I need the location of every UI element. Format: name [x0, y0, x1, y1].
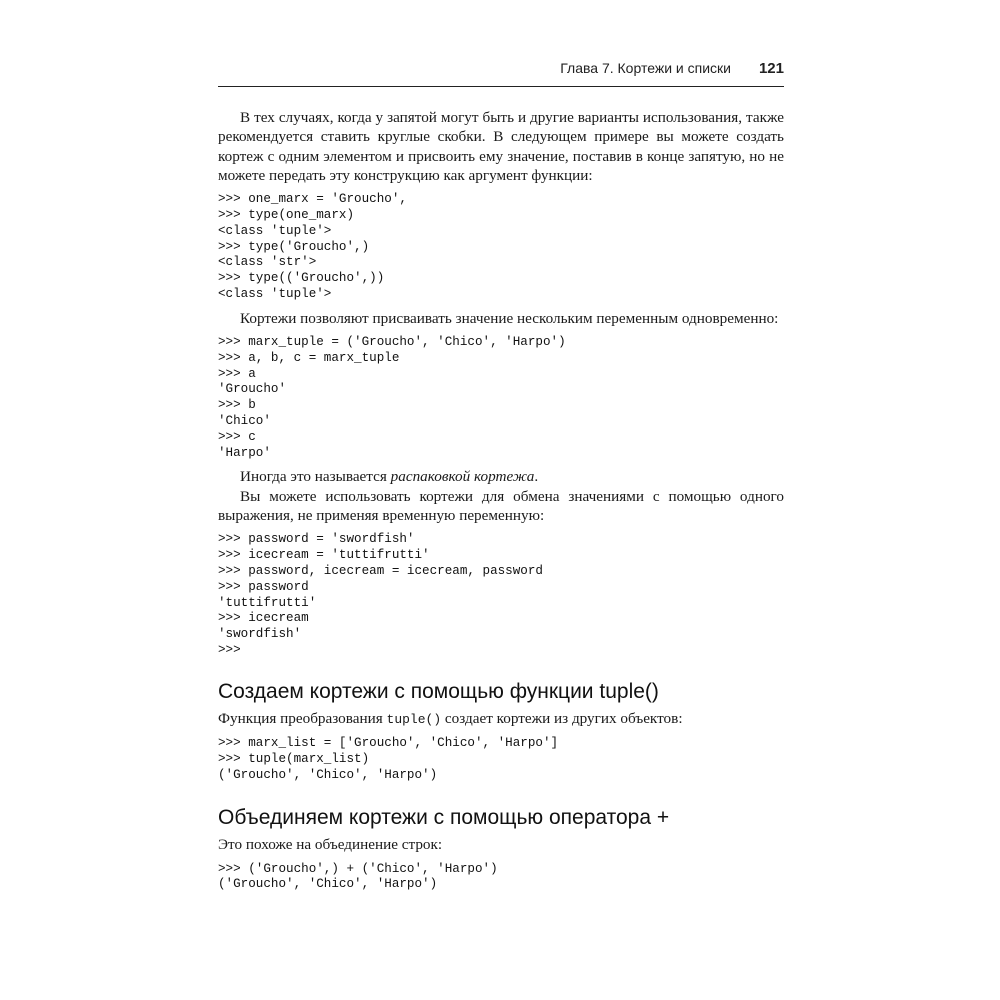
code-line: >>> marx_list = ['Groucho', 'Chico', 'Harpo'] [218, 736, 559, 750]
code-line: >>> password = 'swordfish' [218, 532, 415, 547]
code-line: >>> icecream [218, 611, 309, 626]
unpacking-text-after: . [534, 468, 539, 486]
code-line: 'tuttifrutti' [218, 595, 317, 610]
code-line: >>> type(one_marx) [218, 207, 355, 222]
unpacking-text-before: Иногда это называется [240, 468, 391, 486]
paragraph-concatenate: Это похоже на объединение строк: [218, 836, 443, 854]
tuple-text-before: Функция преобразования [218, 709, 387, 727]
code-line: 'Groucho' [218, 382, 287, 397]
code-line: >>> password, icecream = icecream, password [218, 563, 543, 578]
section-heading-concatenate: Объединяем кортежи с помощью оператора + [218, 806, 670, 830]
code-line: <class 'tuple'> [218, 223, 332, 238]
code-line: 'Harpo' [218, 445, 271, 460]
paragraph-parentheses: В тех случаях, когда у запятой могут быть и другие варианты использования, также рекомендуется ставить круглые скобки. В следующем примере вы можете создать кортеж с одним элементом и присвоить ему значение, поставив в конце запятую, но не можете передать эту конструкцию как аргумент функции: [218, 109, 784, 184]
code-block-tuple-unpacking [218, 335, 784, 461]
code-line: <class 'str'> [218, 255, 317, 270]
code-line: >>> icecream = 'tuttifrutti' [218, 548, 430, 563]
code-line: >>> a [218, 366, 256, 381]
code-line: 'swordfish' [218, 627, 302, 642]
code-line: >>> type('Groucho',) [218, 239, 370, 254]
unpacking-term: распаковкой кортежа [390, 468, 535, 486]
code-line: ('Groucho', 'Chico', 'Harpo') [218, 767, 438, 782]
code-line: 'Chico' [218, 414, 271, 429]
paragraph-unpacking-term [218, 467, 784, 486]
code-line: >>> marx_tuple = ('Groucho', 'Chico', 'Harpo') [218, 335, 566, 350]
chapter-title: Глава 7. Кортежи и списки [560, 60, 731, 76]
code-line: <class 'tuple'> [218, 286, 332, 301]
running-head [218, 60, 784, 87]
code-line: >>> b [218, 398, 256, 413]
code-line: >>> one_marx = 'Groucho', [218, 192, 407, 207]
code-block-concatenate [218, 862, 784, 894]
tuple-text-after: создает кортежи из других объектов: [441, 709, 683, 727]
paragraph-multiple-assignment: Кортежи позволяют присваивать значение нескольким переменным одновременно: [240, 309, 779, 327]
page-number: 121 [758, 60, 784, 77]
code-line: >>> [218, 642, 241, 657]
code-line: >>> ('Groucho',) + ('Chico', 'Harpo') [218, 861, 498, 876]
code-block-single-element-tuple [218, 192, 784, 303]
code-line: >>> c [218, 429, 256, 444]
section-heading-tuple-function: Создаем кортежи с помощью функции tuple() [218, 679, 659, 703]
inline-code-tuple: tuple() [386, 711, 442, 727]
book-page [218, 60, 784, 893]
code-line: >>> password [218, 579, 309, 594]
paragraph-tuple-function [218, 709, 784, 729]
code-block-swap [218, 532, 784, 658]
code-line: ('Groucho', 'Chico', 'Harpo') [218, 877, 438, 892]
code-line: >>> a, b, c = marx_tuple [218, 350, 400, 365]
code-line: >>> type(('Groucho',)) [218, 271, 385, 286]
code-line: >>> tuple(marx_list) [218, 751, 370, 766]
code-block-tuple-function [218, 736, 784, 783]
paragraph-swap-values: Вы можете использовать кортежи для обмена значениями с помощью одного выражения, не применяя временную переменную: [218, 487, 784, 525]
